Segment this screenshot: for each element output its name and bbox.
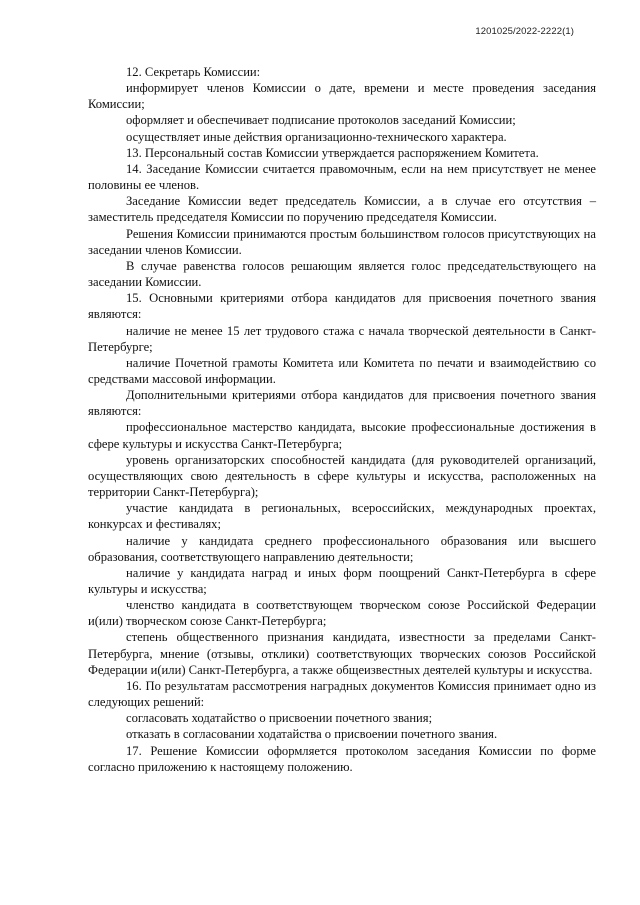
paragraph: 12. Секретарь Комиссии: bbox=[126, 65, 261, 79]
paragraph: В случае равенства голосов решающим является голос председательствующего на заседании Комиссии. bbox=[88, 258, 596, 290]
paragraph: Заседание Комиссии ведет председатель Комиссии, а в случае его отсутствия – заместитель председателя Комиссии по поручению председателя Комиссии. bbox=[88, 194, 596, 225]
document-body bbox=[88, 64, 596, 775]
paragraph: оформляет и обеспечивает подписание протоколов заседаний Комиссии; bbox=[126, 113, 516, 128]
paragraph: наличие у кандидата наград и иных форм поощрений Санкт-Петербурга в сфере культуры и искусства; bbox=[88, 565, 596, 596]
paragraph: участие кандидата в региональных, всероссийских, международных проектах, конкурсах и фестивалях; bbox=[88, 501, 596, 532]
document-code: 1201025/2022-2222(1) bbox=[475, 26, 574, 37]
paragraph: 14. Заседание Комиссии считается правомочным, если на нем присутствует не менее половины ее членов. bbox=[88, 161, 596, 193]
paragraph: 17. Решение Комиссии оформляется протоколом заседания Комиссии по форме согласно приложению к настоящему положению. bbox=[88, 743, 596, 774]
paragraph: информирует членов Комиссии о дате, времени и месте проведения заседания Комиссии; bbox=[88, 81, 596, 112]
paragraph: членство кандидата в соответствующем творческом союзе Российской Федерации и(или) творческом союзе Санкт-Петербурга; bbox=[88, 598, 596, 629]
paragraph: степень общественного признания кандидата, известности за пределами Санкт-Петербурга, мнение (отзывы, отклики) соответствующих творческих союзов Российской Федерации и(или) Санкт-Петербурга, а также общеизвестных деятелей культуры и искусства. bbox=[88, 630, 596, 677]
paragraph: отказать в согласовании ходатайства о присвоении почетного звания. bbox=[126, 727, 498, 742]
paragraph: профессиональное мастерство кандидата, высокие профессиональные достижения в сфере культуры и искусства Санкт-Петербурга; bbox=[88, 420, 596, 451]
paragraph: уровень организаторских способностей кандидата (для руководителей организаций, осуществляющих свою деятельность в сфере культуры и искусства, расположенных на территории Санкт-Петербурга); bbox=[88, 452, 596, 500]
paragraph: наличие у кандидата среднего профессионального образования или высшего образования, соответствующего направлению деятельности; bbox=[88, 533, 596, 564]
paragraph: осуществляет иные действия организационно-технического характера. bbox=[126, 129, 507, 144]
paragraph: 15. Основными критериями отбора кандидатов для присвоения почетного звания являются: bbox=[88, 291, 596, 322]
paragraph: наличие Почетной грамоты Комитета или Комитета по печати и взаимодействию со средствами массовой информации. bbox=[88, 355, 596, 386]
paragraph: Дополнительными критериями отбора кандидатов для присвоения почетного звания являются: bbox=[88, 388, 596, 419]
paragraph: 16. По результатам рассмотрения наградных документов Комиссия принимает одно из следующих решений: bbox=[88, 678, 596, 710]
paragraph: 13. Персональный состав Комиссии утверждается распоряжением Комитета. bbox=[126, 145, 539, 160]
paragraph: Решения Комиссии принимаются простым большинством голосов присутствующих на заседании членов Комиссии. bbox=[88, 226, 596, 257]
paragraph: согласовать ходатайство о присвоении почетного звания; bbox=[126, 711, 433, 726]
paragraph: наличие не менее 15 лет трудового стажа с начала творческой деятельности в Санкт-Петербурге; bbox=[88, 323, 596, 354]
